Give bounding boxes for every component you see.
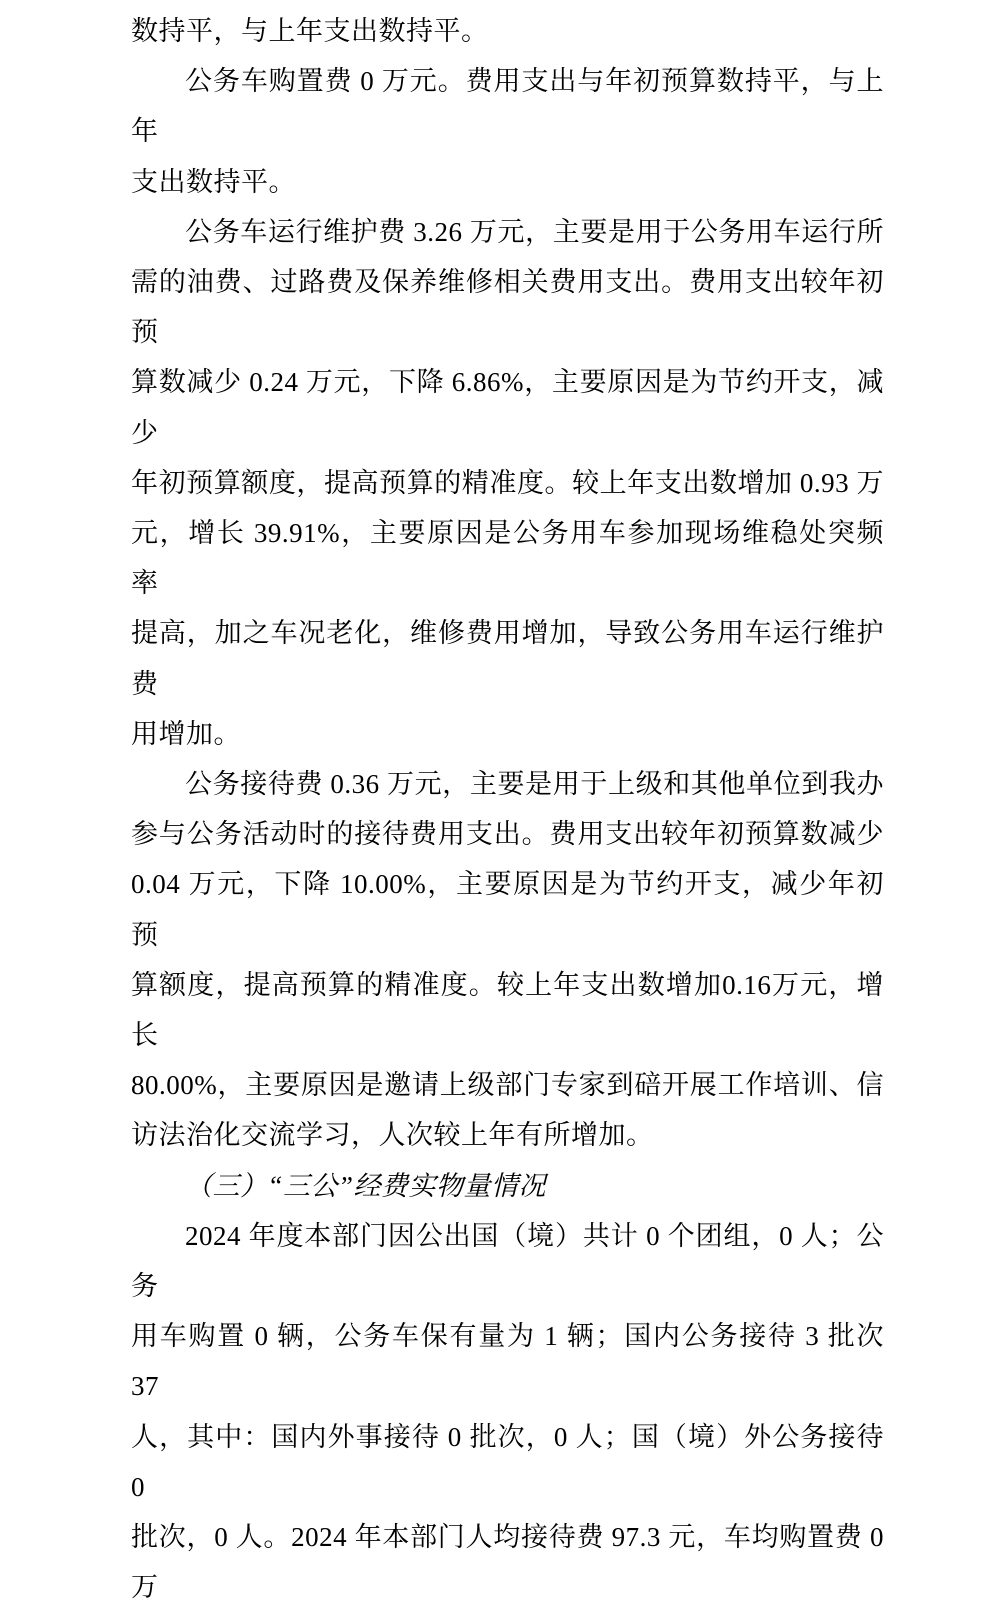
paragraph-line: 数持平，与上年支出数持平。 (131, 16, 489, 46)
paragraph-line: 80.00%，主要原因是邀请上级部门专家到碚开展工作培训、信 (131, 1070, 884, 1101)
paragraph-line: 用车购置 0 辆，公务车保有量为 1 辆；国内公务接待 3 批次 37 (131, 1321, 884, 1402)
paragraph-line: 用增加。 (131, 718, 241, 749)
paragraph-line: 公务接待费 0.36 万元，主要是用于上级和其他单位到我办 (185, 769, 884, 800)
paragraph-line: 算数减少 0.24 万元，下降 6.86%，主要原因是为节约开支，减少 (131, 367, 884, 448)
paragraph-line: 公务车购置费 0 万元。费用支出与年初预算数持平，与上年 (131, 66, 884, 147)
section-heading: （三）“三公”经费实物量情况 (185, 1170, 547, 1201)
paragraph-line: 批次，0 人。2024 年本部门人均接待费 97.3 元，车均购置费 0 万 (131, 1522, 884, 1603)
paragraph-line: 0.04 万元，下降 10.00%，主要原因是为节约开支，减少年初预 (131, 869, 884, 950)
paragraph-line: 年初预算额度，提高预算的精准度。较上年支出数增加 0.93 万 (131, 467, 884, 498)
paragraph-line: 支出数持平。 (131, 166, 296, 197)
paragraph-line: 访法治化交流学习，人次较上年有所增加。 (131, 1120, 654, 1151)
paragraph-line: 公务车运行维护费 3.26 万元，主要是用于公务用车运行所 (185, 216, 884, 247)
paragraph-line: 算额度，提高预算的精准度。较上年支出数增加0.16万元，增长 (131, 969, 884, 1051)
paragraph-line: 需的油费、过路费及保养维修相关费用支出。费用支出较年初预 (131, 267, 884, 348)
paragraph-line: 元，增长 39.91%，主要原因是公务用车参加现场维稳处突频率 (131, 518, 884, 599)
paragraph-line: 提高，加之车况老化，维修费用增加，导致公务用车运行维护费 (131, 618, 884, 699)
paragraph-line: 2024 年度本部门因公出国（境）共计 0 个团组，0 人；公务 (131, 1220, 884, 1302)
paragraph-line: 人，其中：国内外事接待 0 批次，0 人；国（境）外公务接待 0 (131, 1421, 884, 1502)
paragraph-line: 参与公务活动时的接待费用支出。费用支出较年初预算数减少 (131, 819, 884, 850)
